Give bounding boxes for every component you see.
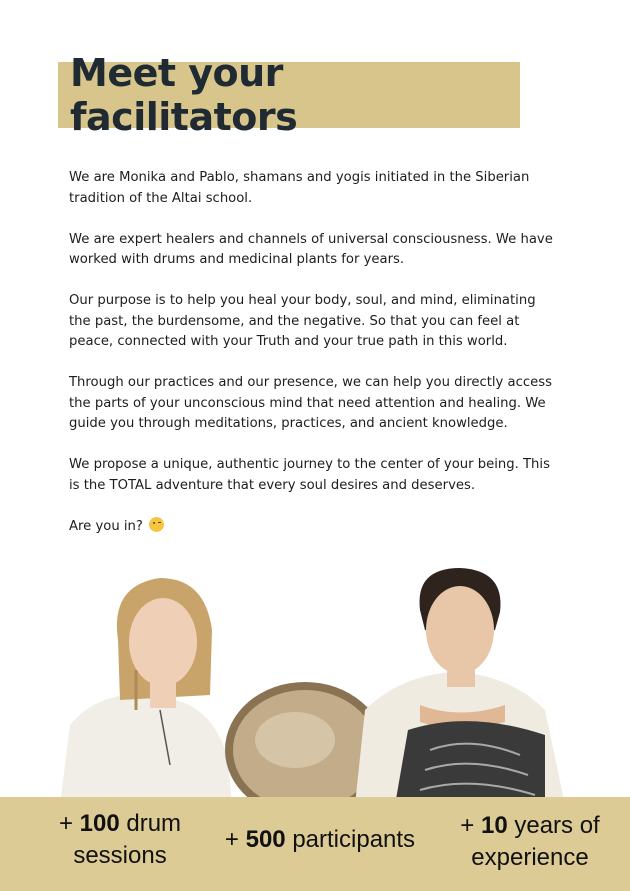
paragraph: Through our practices and our presence, we can help you directly access the parts of your unconscious mind that need attention and healing. We guide you through meditations, practices, and ancient knowledge. [69, 375, 552, 431]
woman-figure [60, 578, 232, 805]
stat-participants: + 500 participants [224, 826, 416, 853]
facilitators-photo [0, 560, 630, 805]
paragraph: We are expert healers and channels of universal consciousness. We have worked with drums and medicinal plants for years. [69, 231, 553, 267]
closing-text: Are you in? [69, 518, 143, 534]
winking-face-icon [149, 517, 164, 532]
paragraph: Our purpose is to help you heal your body, soul, and mind, eliminating the past, the burdensome, and the negative. So that you can feel at peace, connected with your Truth and your true path in this world. [69, 293, 536, 349]
title-banner [58, 51, 520, 139]
stat-drum-sessions: + 100 drum sessions [58, 810, 182, 869]
page-title: Meet your facilitators [70, 51, 298, 139]
paragraph: We propose a unique, authentic journey to the center of your being. This is the TOTAL adventure that every soul desires and deserves. [69, 457, 550, 493]
intro-text [69, 168, 559, 558]
stat-years-experience: + 10 years of experience [460, 812, 600, 871]
stat-number: 100 [79, 810, 120, 837]
stat-number: 10 [480, 812, 508, 839]
closing-line [69, 517, 559, 538]
stat-number: 500 [245, 826, 286, 853]
man-figure [355, 568, 565, 805]
paragraph: We are Monika and Pablo, shamans and yogis initiated in the Siberian tradition of the Altai school. [69, 170, 530, 206]
